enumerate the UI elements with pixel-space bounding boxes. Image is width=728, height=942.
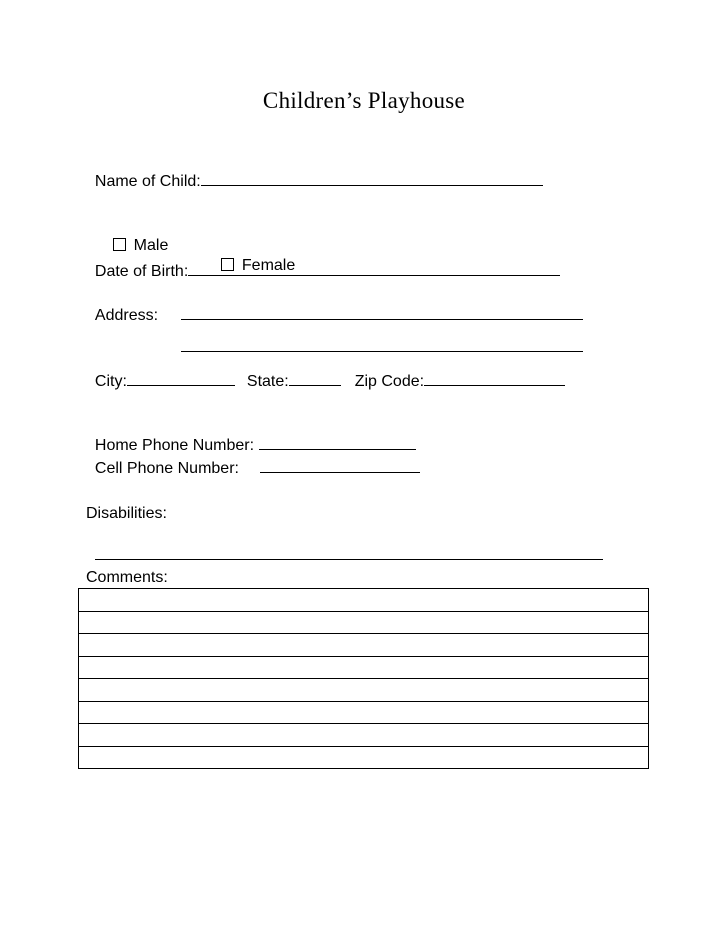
comments-row: [79, 701, 649, 724]
comments-row: [79, 589, 649, 612]
dob-row: [86, 240, 560, 282]
zip-label: Zip Code:: [354, 373, 425, 390]
disabilities-field[interactable]: [95, 544, 603, 560]
male-label: Male: [133, 237, 169, 254]
comments-cell[interactable]: [79, 611, 649, 634]
female-label: Female: [241, 257, 296, 274]
state-label: State:: [246, 373, 289, 390]
name-label: Name of Child:: [94, 173, 201, 190]
zip-field[interactable]: [424, 370, 565, 386]
comments-row: [79, 746, 649, 769]
city-field[interactable]: [127, 370, 235, 386]
address-label: Address:: [94, 307, 159, 324]
disabilities-row: [86, 524, 603, 566]
comments-row: [79, 634, 649, 657]
comments-label: Comments:: [86, 569, 168, 586]
name-field[interactable]: [201, 170, 543, 186]
state-field[interactable]: [289, 370, 341, 386]
comments-row: [79, 611, 649, 634]
cell-phone-row: [86, 437, 420, 479]
comments-row: [79, 679, 649, 702]
comments-row: [79, 656, 649, 679]
city-label: City:: [94, 373, 127, 390]
form-title: Children’s Playhouse: [262, 88, 466, 113]
comments-cell[interactable]: [79, 701, 649, 724]
comments-row: [79, 724, 649, 747]
comments-cell[interactable]: [79, 679, 649, 702]
comments-cell[interactable]: [79, 746, 649, 769]
home-phone-label: Home Phone Number:: [94, 437, 255, 454]
comments-table: [78, 588, 649, 769]
cell-phone-field[interactable]: [260, 457, 420, 473]
comments-cell[interactable]: [79, 589, 649, 612]
cell-phone-label: Cell Phone Number:: [94, 460, 239, 477]
comments-cell[interactable]: [79, 724, 649, 747]
disabilities-label: Disabilities:: [86, 505, 167, 522]
city-state-zip-row: [86, 350, 565, 392]
name-row: [86, 150, 543, 192]
comments-cell[interactable]: [79, 656, 649, 679]
dob-label: Date of Birth:: [94, 263, 189, 280]
comments-cell[interactable]: [79, 634, 649, 657]
dob-field[interactable]: [188, 260, 560, 276]
